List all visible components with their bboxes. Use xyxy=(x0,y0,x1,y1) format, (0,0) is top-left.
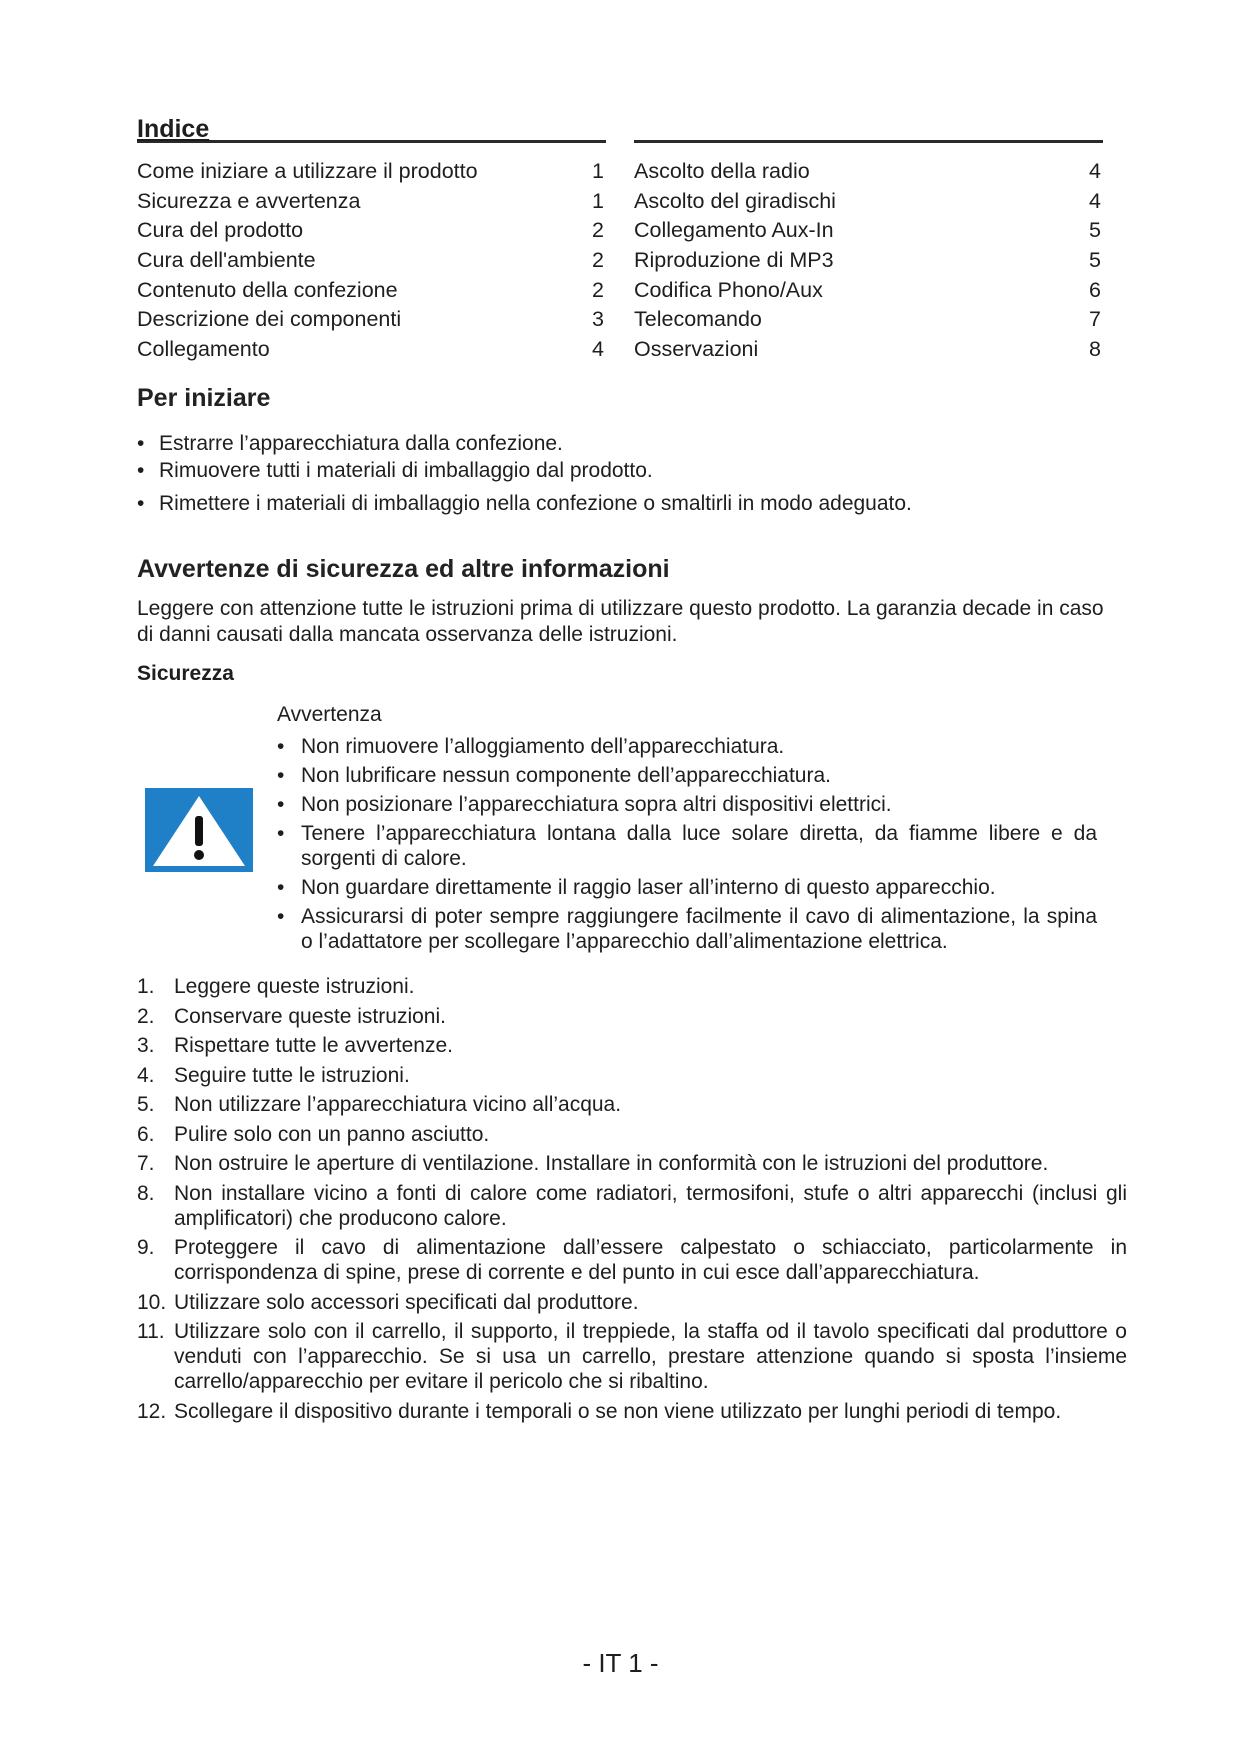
warning-icon-dot xyxy=(194,850,204,860)
safety-subheading: Sicurezza xyxy=(137,662,234,685)
toc-entry-page: 2 xyxy=(592,218,604,243)
list-item xyxy=(137,1151,1127,1176)
toc-entry xyxy=(634,187,1103,217)
toc-entry-label: Come iniziare a utilizzare il prodotto xyxy=(137,159,478,183)
list-item xyxy=(137,974,1127,999)
list-item: • Estrarre l’apparecchiatura dalla confezione. xyxy=(137,432,912,456)
toc-entry xyxy=(634,216,1103,246)
toc-entry xyxy=(137,335,606,365)
toc-entry-label: Sicurezza e avvertenza xyxy=(137,188,361,213)
toc-title: Indice xyxy=(137,115,210,143)
page-number: - IT 1 - xyxy=(582,1648,659,1678)
toc-right-column xyxy=(634,115,1103,365)
toc-entry-label: Contenuto della confezione xyxy=(137,277,398,302)
safety-intro: Leggere con attenzione tutte le istruzioni prima di utilizzare questo prodotto. La garanzia decade in caso di danni causati dalla mancata osservanza delle istruzioni. xyxy=(137,597,1104,646)
item-number: 8. xyxy=(137,1181,155,1205)
list-item: • Non lubrificare nessun componente dell’apparecchiatura. xyxy=(277,763,1097,788)
item-number: 5. xyxy=(137,1093,155,1116)
list-item xyxy=(137,1319,1127,1394)
toc-entry-label: Cura del prodotto xyxy=(137,218,304,243)
list-item: • Non rimuovere l’alloggiamento dell’apparecchiatura. xyxy=(277,734,1097,759)
toc-header-rule xyxy=(634,115,1103,143)
toc-entry-page: 3 xyxy=(592,307,604,332)
item-number: 1. xyxy=(137,975,155,998)
toc-entry xyxy=(634,305,1103,335)
list-item xyxy=(137,1290,1127,1315)
list-item xyxy=(137,1122,1127,1147)
item-text: Scollegare il dispositivo durante i temporali o se non viene utilizzato per lunghi periodi di tempo. xyxy=(174,1399,1062,1423)
list-item xyxy=(137,1235,1127,1285)
toc-entry-page: 1 xyxy=(592,188,604,213)
getting-started-heading: Per iniziare xyxy=(137,384,271,412)
list-item xyxy=(137,1399,1127,1424)
toc-entry xyxy=(137,276,606,306)
toc-entry-page: 4 xyxy=(1089,188,1101,213)
item-text: Rispettare tutte le avvertenze. xyxy=(174,1034,453,1057)
toc-entry xyxy=(137,216,606,246)
warning-title: Avvertenza xyxy=(277,703,382,726)
toc-list-left xyxy=(137,157,606,365)
toc-entry xyxy=(137,305,606,335)
toc-entry-label: Ascolto della radio xyxy=(634,159,810,183)
toc-entry xyxy=(137,157,606,187)
item-text: Non utilizzare l’apparecchiatura vicino all’acqua. xyxy=(174,1093,622,1116)
item-number: 6. xyxy=(137,1122,155,1146)
toc-entry-label: Riproduzione di MP3 xyxy=(634,248,834,273)
toc-entry-label: Osservazioni xyxy=(634,337,759,362)
item-number: 3. xyxy=(137,1034,155,1057)
toc-entry-page: 8 xyxy=(1089,337,1101,362)
toc-entry xyxy=(634,157,1103,187)
toc-entry-label: Collegamento xyxy=(137,337,270,362)
toc-entry-page: 6 xyxy=(1089,277,1101,302)
item-text: Non installare vicino a fonti di calore come radiatori, termosifoni, stufe o altri apparecchi (inclusi gli amplificatori) che producono calore. xyxy=(174,1181,1127,1230)
item-text: Conservare queste istruzioni. xyxy=(174,1004,446,1028)
item-number: 10. xyxy=(137,1290,167,1314)
toc-entry xyxy=(137,246,606,276)
toc-entry-page: 4 xyxy=(1089,159,1101,183)
toc-entry-label: Codifica Phono/Aux xyxy=(634,277,823,302)
toc-entry-page: 1 xyxy=(592,159,604,183)
warning-list xyxy=(277,734,1097,954)
item-number: 4. xyxy=(137,1063,155,1087)
toc-entry xyxy=(137,187,606,217)
list-item xyxy=(137,1004,1127,1029)
toc-entry xyxy=(634,335,1103,365)
safety-heading: Avvertenze di sicurezza ed altre informazioni xyxy=(137,555,670,583)
list-item xyxy=(137,1033,1127,1058)
toc-entry xyxy=(634,246,1103,276)
list-item: • Non posizionare l’apparecchiatura sopra altri dispositivi elettrici. xyxy=(277,792,1097,817)
toc-entry-page: 5 xyxy=(1089,218,1101,243)
item-text: Pulire solo con un panno asciutto. xyxy=(174,1122,490,1146)
warning-icon-bar xyxy=(195,816,203,846)
item-number: 7. xyxy=(137,1152,155,1175)
list-item xyxy=(137,1063,1127,1088)
toc-entry-page: 2 xyxy=(592,277,604,302)
item-text: Proteggere il cavo di alimentazione dall’essere calpestato o schiacciato, particolarmente in corrispondenza di spine, prese di corrente e del punto in cui esce dall’apparecchiatura. xyxy=(174,1236,1127,1284)
toc-entry-page: 2 xyxy=(592,248,604,273)
toc-entry-label: Descrizione dei componenti xyxy=(137,307,402,332)
warning-triangle-icon xyxy=(145,788,253,872)
item-text: Utilizzare solo con il carrello, il supporto, il treppiede, la staffa od il tavolo specificati dal produttore o venduti con l’apparecchio. Se si usa un carrello, prestare attenzione quando si sposta l’insieme carrello/apparecchio per evitare il pericolo che si ribaltino. xyxy=(174,1320,1127,1393)
item-number: 2. xyxy=(137,1004,155,1028)
list-item xyxy=(137,1181,1127,1231)
toc-entry-label: Ascolto del giradischi xyxy=(634,188,836,213)
getting-started-list xyxy=(137,432,912,516)
toc-entry-page: 4 xyxy=(592,337,604,362)
item-text: Utilizzare solo accessori specificati dal produttore. xyxy=(174,1290,639,1314)
list-item xyxy=(137,1092,1127,1117)
toc-entry-page: 5 xyxy=(1089,248,1101,273)
item-number: 9. xyxy=(137,1236,155,1259)
list-item: • Assicurarsi di poter sempre raggiungere facilmente il cavo di alimentazione, la spina o l’adattatore per scollegare l’apparecchio dall’alimentazione elettrica. xyxy=(277,904,1097,954)
toc-entry xyxy=(634,276,1103,306)
toc-entry-label: Telecomando xyxy=(634,307,762,332)
list-item: • Tenere l’apparecchiatura lontana dalla luce solare diretta, da fiamme libere e da sorgenti di calore. xyxy=(277,821,1097,871)
warning-block xyxy=(277,703,1097,958)
toc-entry-label: Cura dell'ambiente xyxy=(137,248,316,273)
toc-header xyxy=(137,115,606,143)
toc-left-column xyxy=(137,115,606,365)
toc-entry-label: Collegamento Aux-In xyxy=(634,218,834,243)
list-item: • Rimettere i materiali di imballaggio nella confezione o smaltirli in modo adeguato. xyxy=(137,492,912,516)
list-item: • Rimuovere tutti i materiali di imballaggio dal prodotto. xyxy=(137,459,912,483)
instructions-list xyxy=(137,974,1127,1428)
item-text: Non ostruire le aperture di ventilazione. Installare in conformità con le istruzioni del produttore. xyxy=(174,1152,1049,1175)
toc-list-right xyxy=(634,157,1103,365)
item-text: Leggere queste istruzioni. xyxy=(174,975,415,998)
item-text: Seguire tutte le istruzioni. xyxy=(174,1063,410,1087)
item-number: 11. xyxy=(137,1320,165,1343)
item-number: 12. xyxy=(137,1399,167,1423)
list-item: • Non guardare direttamente il raggio laser all’interno di questo apparecchio. xyxy=(277,875,1097,900)
toc-entry-page: 7 xyxy=(1089,307,1101,332)
